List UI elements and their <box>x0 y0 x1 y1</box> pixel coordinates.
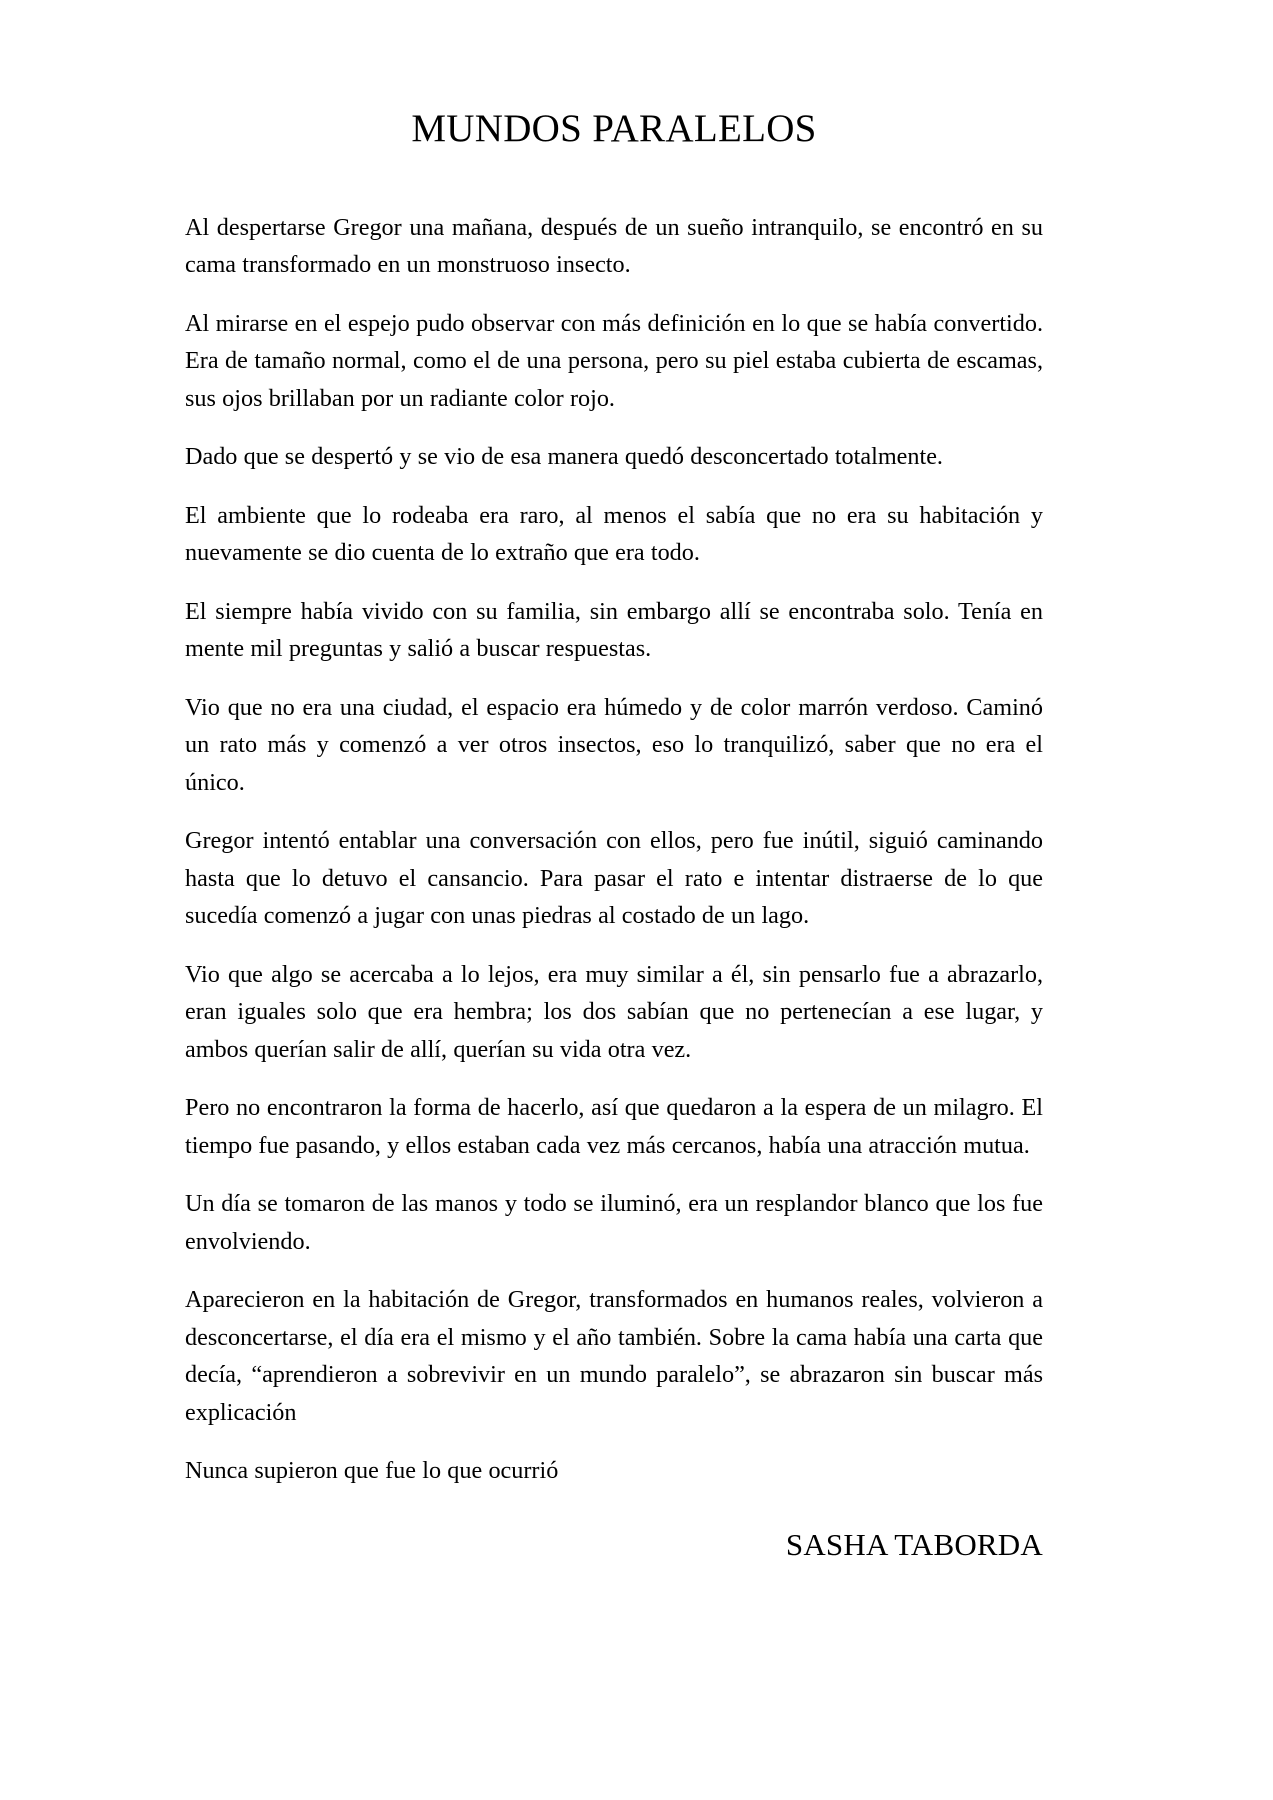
page-title: MUNDOS PARALELOS <box>411 107 817 150</box>
paragraph: El ambiente que lo rodeaba era raro, al menos el sabía que no era su habitación y nuevamente se dio cuenta de lo extraño que era todo. <box>185 501 1043 567</box>
paragraph: Dado que se despertó y se vio de esa manera quedó desconcertado totalmente. <box>185 443 943 471</box>
paragraph: Nunca supieron que fue lo que ocurrió <box>185 1457 559 1485</box>
author-signature: SASHA TABORDA <box>785 1526 1043 1562</box>
paragraph: Vio que algo se acercaba a lo lejos, era muy similar a él, sin pensarlo fue a abrazarlo, eran iguales solo que era hembra; los dos sabían que no pertenecían a ese lugar, y ambos querían salir de allí, querían su vida otra vez. <box>185 960 1043 1063</box>
paragraph: Un día se tomaron de las manos y todo se iluminó, era un resplandor blanco que los fue envolviendo. <box>185 1190 1043 1255</box>
paragraph: Al despertarse Gregor una mañana, después de un sueño intranquilo, se encontró en su cama transformado en un monstruoso insecto. <box>185 213 1043 279</box>
paragraph: Vio que no era una ciudad, el espacio era húmedo y de color marrón verdoso. Caminó un rato más y comenzó a ver otros insectos, eso lo tranquilizó, saber que no era el único. <box>185 693 1043 796</box>
paragraph: Al mirarse en el espejo pudo observar con más definición en lo que se había convertido. Era de tamaño normal, como el de una persona, pero su piel estaba cubierta de escamas, sus ojos brillaban por un radiante color rojo. <box>185 309 1043 412</box>
paragraph: Pero no encontraron la forma de hacerlo, así que quedaron a la espera de un milagro. El tiempo fue pasando, y ellos estaban cada vez más cercanos, había una atracción mutua. <box>185 1094 1043 1159</box>
paragraph: Aparecieron en la habitación de Gregor, transformados en humanos reales, volvieron a desconcertarse, el día era el mismo y el año también. Sobre la cama había una carta que decía, “aprendieron a sobrevivir en un mundo paralelo”, se abrazaron sin buscar más explicación <box>185 1286 1043 1426</box>
paragraph: El siempre había vivido con su familia, sin embargo allí se encontraba solo. Tenía en mente mil preguntas y salió a buscar respuestas. <box>185 597 1043 663</box>
paragraph: Gregor intentó entablar una conversación con ellos, pero fue inútil, siguió caminando hasta que lo detuvo el cansancio. Para pasar el rato e intentar distraerse de lo que sucedía comenzó a jugar con unas piedras al costado de un lago. <box>185 827 1043 930</box>
document-body <box>185 209 1043 1490</box>
document-content <box>185 0 1043 1563</box>
